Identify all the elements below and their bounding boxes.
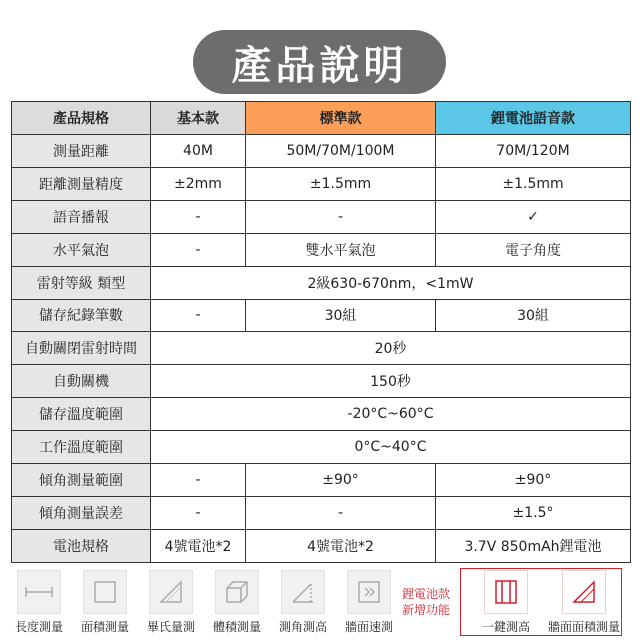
merged-value-cell: -20°C~60°C (151, 398, 631, 431)
cell-li: ±1.5° (436, 497, 631, 530)
header-spec: 產品規格 (12, 102, 151, 135)
spec-table (11, 101, 631, 563)
new-features-note-text: 鋰電池款 新增功能 (401, 587, 450, 617)
new-features-note (397, 586, 455, 618)
row-label: 語音播報 (12, 200, 151, 233)
table-row (12, 332, 631, 365)
cell-li: ±1.5mm (436, 167, 631, 200)
feature-label: 牆面面積測量 (547, 620, 620, 634)
row-label: 電池規格 (12, 529, 151, 562)
cell-basic: - (151, 233, 246, 266)
table-row (12, 529, 631, 562)
row-label: 工作溫度範圍 (12, 431, 151, 464)
row-label: 測量距離 (12, 134, 151, 167)
cell-standard: ±1.5mm (246, 167, 436, 200)
table-row (12, 497, 631, 530)
row-label: 傾角測量範圍 (12, 464, 151, 497)
cell-basic: - (151, 299, 246, 332)
cell-standard: 4號電池*2 (246, 529, 436, 562)
feature-label: 測角測高 (278, 620, 327, 634)
area-icon (83, 570, 127, 614)
feature-pythagoras (138, 568, 204, 635)
feature-label: 畢氏量測 (146, 620, 195, 634)
merged-value-cell: 20秒 (151, 332, 631, 365)
cell-li: 電子角度 (436, 233, 631, 266)
cell-basic: - (151, 464, 246, 497)
cell-standard: 30組 (246, 299, 436, 332)
cell-li: ±90° (436, 464, 631, 497)
row-label: 儲存溫度範圍 (12, 398, 151, 431)
merged-value-cell: 150秒 (151, 365, 631, 398)
feature-volume (204, 568, 270, 635)
cell-standard: 雙水平氣泡 (246, 233, 436, 266)
row-label: 水平氣泡 (12, 233, 151, 266)
feature-label: 面積測量 (80, 620, 129, 634)
cell-basic: - (151, 200, 246, 233)
header-standard-model: 標準款 (246, 102, 436, 135)
cell-basic: 4號電池*2 (151, 529, 246, 562)
cell-li: 70M/120M (436, 134, 631, 167)
table-row (12, 398, 631, 431)
table-row (12, 134, 631, 167)
feature-label: 一鍵測高 (481, 620, 530, 634)
feature-label: 牆面速測 (344, 620, 393, 634)
row-label: 傾角測量誤差 (12, 497, 151, 530)
table-row (12, 365, 631, 398)
feature-wall-quick (336, 568, 402, 635)
row-label: 雷射等級 類型 (12, 266, 151, 299)
feature-angle-height (270, 568, 336, 635)
feature-area (72, 568, 138, 635)
row-label: 距離測量精度 (12, 167, 151, 200)
length-icon (17, 570, 61, 614)
table-row (12, 233, 631, 266)
table-row (12, 299, 631, 332)
cell-standard: - (246, 497, 436, 530)
feature-length (6, 568, 72, 635)
angle-height-icon (281, 570, 325, 614)
header-lithium-voice-model: 鋰電池語音款 (436, 102, 631, 135)
wall-quick-icon (347, 570, 391, 614)
page-title: 產品說明 (231, 42, 408, 89)
cell-li: ✓ (436, 200, 631, 233)
table-row (12, 464, 631, 497)
table-row (12, 167, 631, 200)
feature-label: 體積測量 (212, 620, 261, 634)
cell-standard: ±90° (246, 464, 436, 497)
row-label: 儲存紀錄筆數 (12, 299, 151, 332)
table-header-row (12, 102, 631, 135)
cell-li: 30組 (436, 299, 631, 332)
page-title-banner (193, 30, 446, 94)
row-label: 自動關閉雷射時間 (12, 332, 151, 365)
cell-basic: 40M (151, 134, 246, 167)
pythagoras-icon (149, 570, 193, 614)
cell-standard: - (246, 200, 436, 233)
table-row (12, 266, 631, 299)
cell-li: 3.7V 850mAh鋰電池 (436, 529, 631, 562)
cell-basic: - (151, 497, 246, 530)
volume-icon (215, 570, 259, 614)
merged-value-cell: 0°C~40°C (151, 431, 631, 464)
table-row (12, 200, 631, 233)
new-features-box (460, 568, 622, 636)
table-row (12, 431, 631, 464)
cell-standard: 50M/70M/100M (246, 134, 436, 167)
feature-label: 長度測量 (14, 620, 63, 634)
cell-basic: ±2mm (151, 167, 246, 200)
header-basic-model: 基本款 (151, 102, 246, 135)
row-label: 自動關機 (12, 365, 151, 398)
merged-value-cell: 2級630-670nm，<1mW (151, 266, 631, 299)
